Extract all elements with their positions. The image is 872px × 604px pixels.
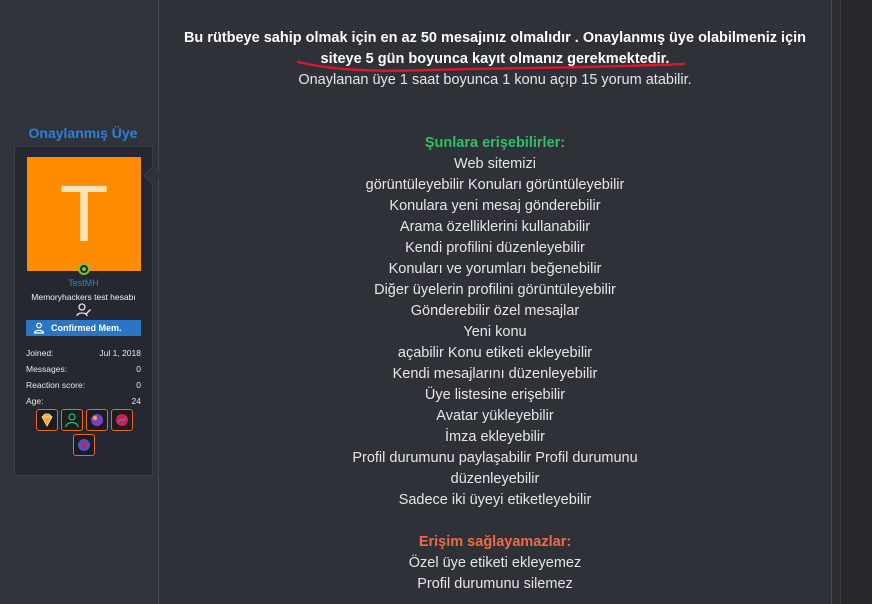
cannot-access-heading: Erişim sağlayamazlar: xyxy=(418,534,572,550)
diamond-trophy-icon[interactable] xyxy=(36,409,58,431)
purple-orb-trophy-icon[interactable] xyxy=(86,409,108,431)
trophy-list xyxy=(28,409,140,456)
can-access-heading: Şunlara erişebilirler: xyxy=(424,135,566,151)
online-status-icon xyxy=(78,263,90,275)
stat-value: 24 xyxy=(131,396,141,406)
blue-red-gem-trophy-icon[interactable] xyxy=(73,434,95,456)
can-item: düzenleyebilir xyxy=(450,471,540,487)
user-card xyxy=(14,146,153,476)
stat-label: Age: xyxy=(26,396,44,406)
confirmed-member-badge xyxy=(26,320,141,336)
can-item: Yeni konu xyxy=(463,324,527,340)
can-item: Gönderebilir özel mesajlar xyxy=(410,303,580,319)
stat-label: Reaction score: xyxy=(26,380,86,390)
can-item: açabilir Konu etiketi ekleyebilir xyxy=(397,345,593,361)
can-item: Avatar yükleyebilir xyxy=(436,408,554,424)
stat-row-reaction-score xyxy=(26,377,141,393)
stat-label: Joined: xyxy=(26,348,54,358)
can-item: Diğer üyelerin profilini görüntüleyebilir xyxy=(374,282,616,298)
cannot-item: Özel üye etiketi ekleyemez xyxy=(408,555,582,571)
stat-value: 0 xyxy=(136,380,141,390)
requirement-line-1: Bu rütbeye sahip olmak için en az 50 mesajınız olmalıdır . Onaylanmış üye olabilmeniz için xyxy=(183,30,807,46)
post-content xyxy=(160,28,830,595)
stat-row-messages xyxy=(26,361,141,377)
stat-label: Messages: xyxy=(26,364,68,374)
username-link[interactable]: TestMH xyxy=(68,278,99,288)
can-item: Konulara yeni mesaj gönderebilir xyxy=(389,198,601,214)
user-title[interactable]: Onaylanmış Üye xyxy=(28,125,138,141)
user-edit-icon xyxy=(76,303,92,317)
can-item: Sadece iki üyeyi etiketleyebilir xyxy=(398,492,592,508)
limit-line: Onaylanan üye 1 saat boyunca 1 konu açıp 15 yorum atabilir. xyxy=(298,72,692,88)
can-item: Kendi profilini düzenleyebilir xyxy=(405,240,585,256)
can-item: Profil durumunu paylaşabilir Profil durumunu xyxy=(352,450,638,466)
can-item: görüntüleyebilir Konuları görüntüleyebilir xyxy=(365,177,625,193)
right-edge xyxy=(840,0,872,604)
avatar[interactable]: T xyxy=(27,157,141,271)
user-subtitle: Memoryhackers test hesabı xyxy=(31,292,136,302)
stat-value: Jul 1, 2018 xyxy=(99,348,141,358)
can-item: Web sitemizi xyxy=(454,156,536,172)
user-stats xyxy=(26,345,141,409)
can-item: İmza ekleyebilir xyxy=(445,429,545,445)
cannot-item: Profil durumunu silemez xyxy=(417,576,573,592)
can-item: Konuları ve yorumları beğenebilir xyxy=(388,261,602,277)
red-swirl-trophy-icon[interactable] xyxy=(111,409,133,431)
can-item: Üye listesine erişebilir xyxy=(424,387,566,403)
requirement-line-2: siteye 5 gün boyunca kayıt olmanız gerekmektedir. xyxy=(320,51,670,67)
green-man-trophy-icon[interactable] xyxy=(61,409,83,431)
stat-row-joined xyxy=(26,345,141,361)
stat-value[interactable]: 0 xyxy=(136,364,141,374)
stat-row-age xyxy=(26,393,141,409)
can-item: Kendi mesajlarını düzenleyebilir xyxy=(392,366,598,382)
red-underline-annotation xyxy=(292,58,688,80)
can-item: Arama özelliklerini kullanabilir xyxy=(399,219,591,235)
user-icon xyxy=(33,322,45,334)
confirmed-badge-label: Confirmed Mem. xyxy=(51,323,122,333)
